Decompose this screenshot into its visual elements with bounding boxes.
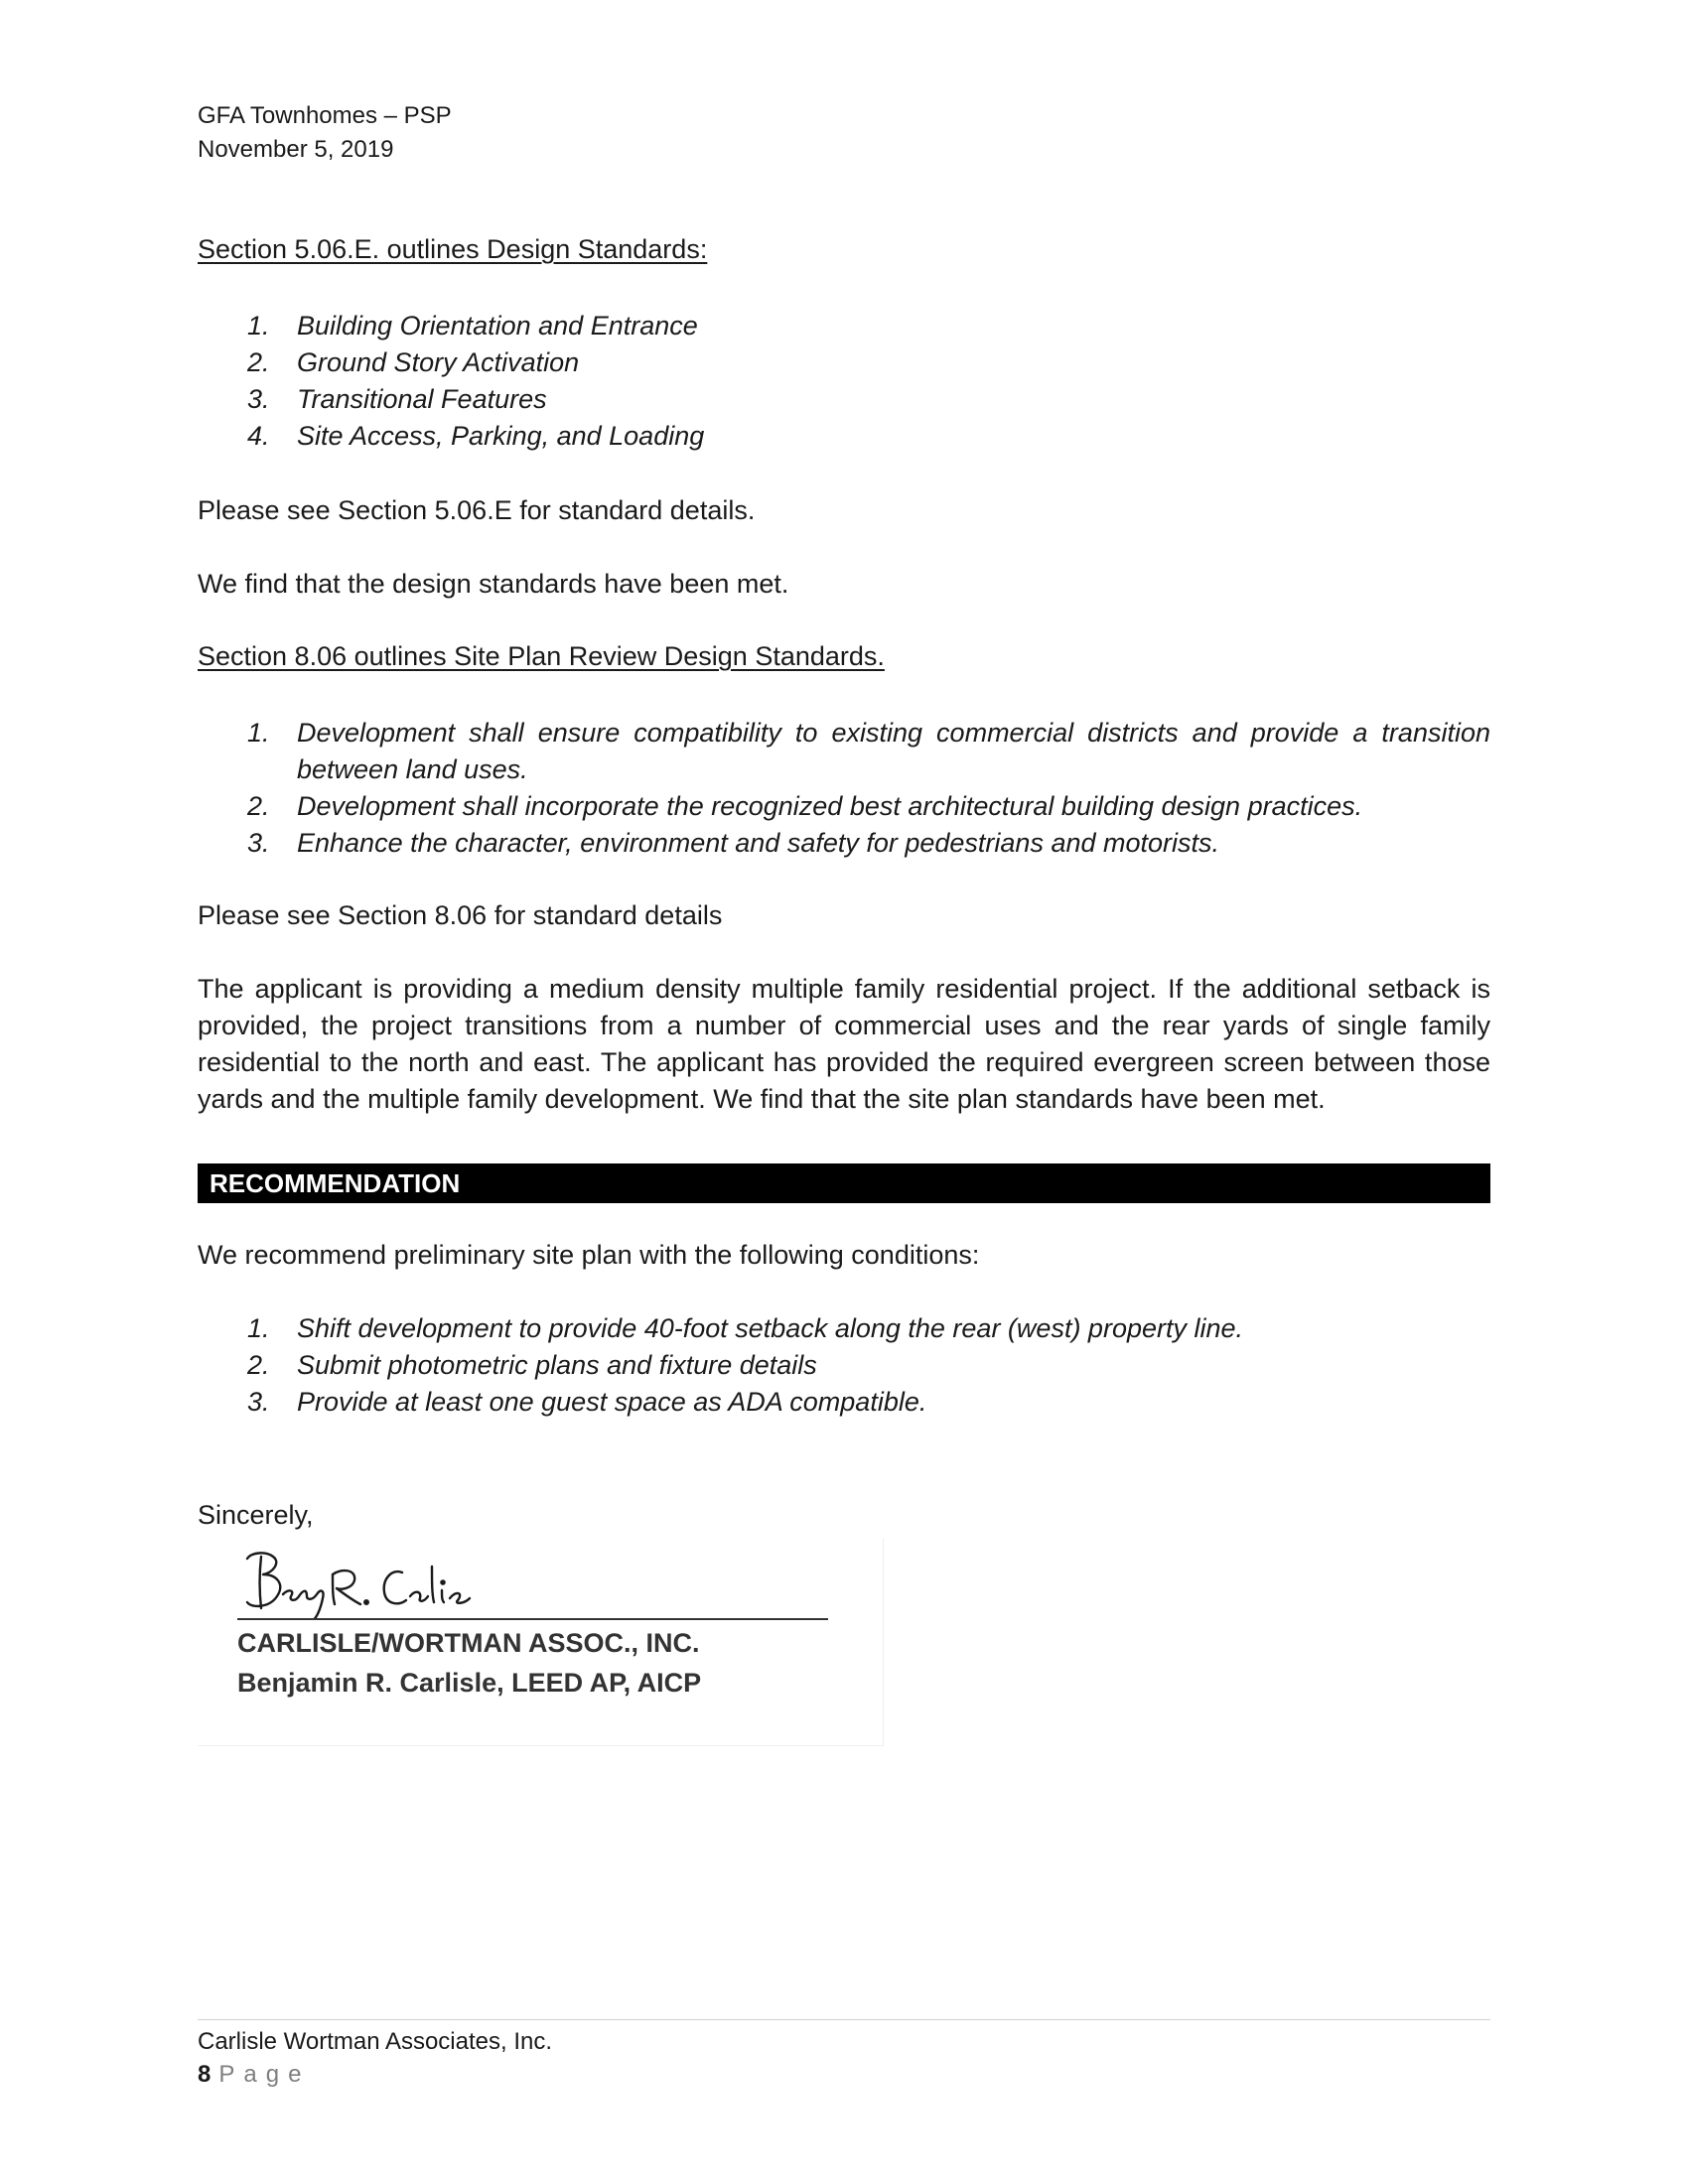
list-item-text: Development shall incorporate the recognized best architectural building design practices. — [297, 791, 1363, 821]
section-806-heading: Section 8.06 outlines Site Plan Review Design Standards. — [198, 641, 885, 671]
signature-line — [237, 1618, 828, 1620]
handwritten-signature — [237, 1539, 535, 1620]
list-item-number: 3. — [247, 384, 270, 414]
list-item — [198, 1347, 1490, 1384]
list-item — [198, 418, 1490, 455]
list-item — [198, 788, 1490, 825]
signatory-name: Benjamin R. Carlisle, LEED AP, AICP — [237, 1668, 702, 1698]
list-item-text: Transitional Features — [297, 384, 547, 414]
list-item-number: 2. — [247, 1350, 270, 1380]
section-506-see-details: Please see Section 5.06.E for standard details. — [198, 495, 756, 525]
recommendation-heading: RECOMMENDATION — [198, 1163, 1490, 1203]
list-item — [198, 308, 1490, 344]
document-header — [198, 99, 452, 167]
page-label: Page — [218, 2061, 311, 2088]
recommendation-conditions-list — [198, 1310, 1490, 1421]
site-plan-analysis-paragraph: The applicant is providing a medium density multiple family residential project. If the additional setback is provided, the project transitions from a number of commercial uses and the rear yards of single family residential to the north and east. The applicant has provided the required evergreen screen between those yards and the multiple family development. We find that the site plan standards have been met. — [198, 974, 1490, 1114]
list-item-number: 3. — [247, 828, 270, 858]
document-date: November 5, 2019 — [198, 136, 394, 163]
list-item — [198, 715, 1490, 788]
document-title: GFA Townhomes – PSP — [198, 102, 452, 129]
list-item — [198, 381, 1490, 418]
list-item-number: 1. — [247, 311, 270, 341]
document-page — [198, 0, 1490, 2184]
section-506-heading: Section 5.06.E. outlines Design Standards: — [198, 234, 708, 264]
list-item — [198, 825, 1490, 862]
section-806-see-details: Please see Section 8.06 for standard details — [198, 900, 723, 930]
list-item-text: Submit photometric plans and fixture details — [297, 1350, 817, 1380]
closing-salutation: Sincerely, — [198, 1500, 314, 1530]
page-number — [198, 2058, 310, 2092]
site-plan-standards-list — [198, 715, 1490, 862]
list-item-text: Enhance the character, environment and safety for pedestrians and motorists. — [297, 828, 1220, 858]
section-506-finding: We find that the design standards have been met. — [198, 569, 789, 599]
footer-divider — [198, 2019, 1490, 2020]
list-item — [198, 1384, 1490, 1421]
list-item-number: 1. — [247, 718, 270, 748]
list-item-number: 2. — [247, 347, 270, 377]
footer-company: Carlisle Wortman Associates, Inc. — [198, 2028, 553, 2055]
design-standards-list — [198, 308, 1490, 455]
list-item — [198, 1310, 1490, 1347]
list-item-text: Building Orientation and Entrance — [297, 311, 698, 341]
signatory-company: CARLISLE/WORTMAN ASSOC., INC. — [237, 1628, 700, 1658]
list-item-number: 4. — [247, 421, 270, 451]
recommendation-intro: We recommend preliminary site plan with the following conditions: — [198, 1240, 980, 1270]
page-number-value: 8 — [198, 2061, 211, 2088]
list-item-number: 3. — [247, 1387, 270, 1417]
list-item-number: 1. — [247, 1313, 270, 1343]
list-item-text: Development shall ensure compatibility to existing commercial districts and provide a transition between land uses. — [297, 718, 1490, 784]
list-item-text: Ground Story Activation — [297, 347, 580, 377]
list-item-number: 2. — [247, 791, 270, 821]
list-item-text: Provide at least one guest space as ADA compatible. — [297, 1387, 927, 1417]
list-item-text: Site Access, Parking, and Loading — [297, 421, 705, 451]
list-item-text: Shift development to provide 40-foot setback along the rear (west) property line. — [297, 1313, 1244, 1343]
signature-block — [198, 1539, 884, 1746]
list-item — [198, 344, 1490, 381]
